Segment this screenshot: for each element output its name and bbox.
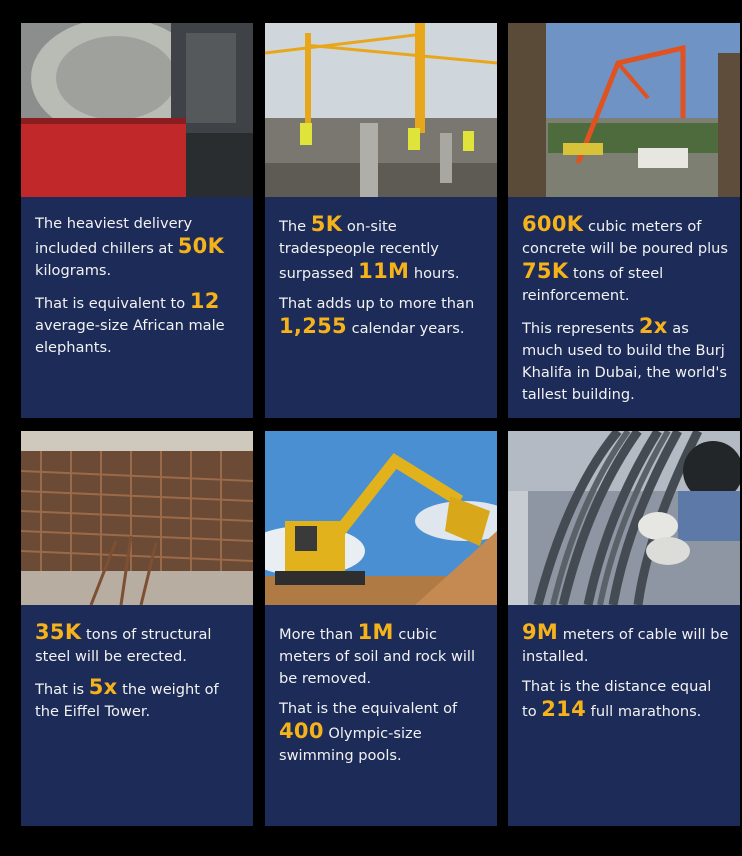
stat-text-primary: More than 1M cubic meters of soil and rock will be removed. — [279, 620, 476, 687]
stat-number: 400 — [279, 719, 324, 743]
stat-number: 9M — [522, 620, 559, 644]
stat-text-primary: 9M meters of cable will be installed. — [522, 620, 729, 665]
stat-number: 12 — [189, 289, 220, 313]
stat-number: 1,255 — [279, 314, 347, 338]
stat-number: 11M — [358, 259, 410, 283]
stat-text-comparison: That is the distance equal to 214 full marathons. — [522, 678, 712, 721]
cable-photo — [508, 431, 740, 605]
stat-card-concrete — [508, 23, 740, 418]
stat-text-comparison: That is 5x the weight of the Eiffel Tower. — [35, 675, 219, 720]
stat-text-comparison: That is the equivalent of 400 Olympic-size swimming pools. — [279, 700, 458, 764]
stat-number: 5K — [310, 212, 343, 236]
stat-text-comparison: That adds up to more than 1,255 calendar years. — [279, 295, 475, 338]
stat-number: 1M — [357, 620, 394, 644]
stat-number: 35K — [35, 620, 82, 644]
excavator-photo — [265, 431, 497, 605]
stat-number: 75K — [522, 259, 569, 283]
rebar-photo — [21, 431, 253, 605]
stat-card-steel — [21, 431, 253, 826]
stat-card-chillers — [21, 23, 253, 418]
stat-text-comparison: That is equivalent to 12 average-size African male elephants. — [35, 289, 225, 356]
stat-text-primary: The heaviest delivery included chillers at 50K kilograms. — [35, 215, 225, 279]
stat-card-cable — [508, 431, 740, 826]
concrete-pump-photo — [508, 23, 740, 197]
stat-text-primary: 35K tons of structural steel will be erected. — [35, 620, 212, 665]
stat-number: 5x — [88, 675, 118, 699]
stat-text-comparison: This represents 2x as much used to build the Burj Khalifa in Dubai, the world's tallest building. — [522, 314, 727, 403]
chillers-photo — [21, 23, 253, 197]
stat-number: 50K — [177, 234, 225, 258]
stat-text-primary: The 5K on-site tradespeople recently surpassed 11M hours. — [279, 212, 460, 283]
stat-number: 214 — [541, 697, 587, 721]
stat-number: 2x — [638, 314, 668, 338]
stat-card-soil — [265, 431, 497, 826]
stat-text-primary: 600K cubic meters of concrete will be poured plus 75K tons of steel reinforcement. — [522, 212, 729, 304]
stat-card-tradespeople — [265, 23, 497, 418]
tradespeople-photo — [265, 23, 497, 197]
stat-number: 600K — [522, 212, 584, 236]
